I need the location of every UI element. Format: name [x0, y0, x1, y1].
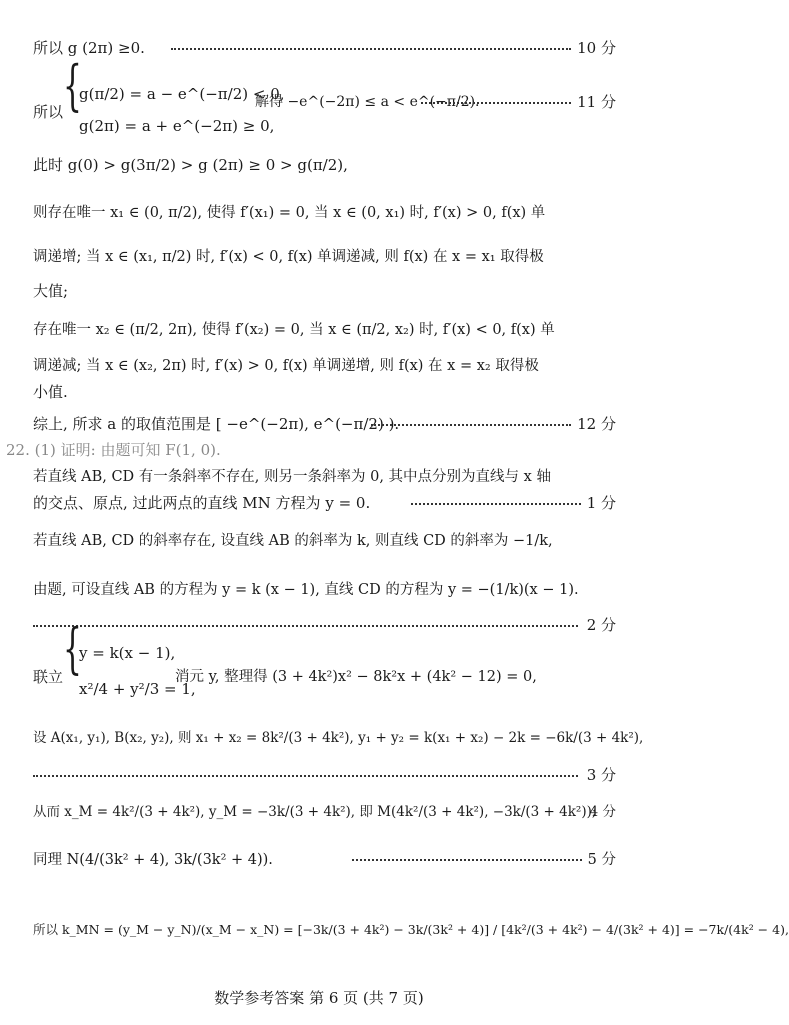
line-11: 22. (1) 证明: 由题可知 F(1, 0). — [6, 441, 221, 459]
line-13: 的交点、原点, 过此两点的直线 MN 方程为 y = 0. 1 分 — [33, 494, 616, 512]
system-bottom: x²/4 + y²/3 = 1, — [79, 680, 196, 698]
system-top: y = k(x − 1), — [79, 644, 176, 662]
leader-dots — [411, 503, 581, 505]
line-20: 从而 x_M = 4k²/(3 + 4k²), y_M = −3k/(3 + 4k²), 即 M(4k²/(3 + 4k²), −3k/(3 + 4k²)); 4 分 — [33, 804, 616, 820]
score-3: 3 分 — [586, 766, 616, 784]
score-2: 2 分 — [586, 616, 616, 634]
line-17-tail: 消元 y, 整理得 (3 + 4k²)x² − 8k²x + (4k² − 12) = 0, — [175, 669, 537, 685]
line-1 — [33, 38, 616, 58]
line-9: 小值. — [33, 383, 68, 401]
line-4: 则存在唯一 x₁ ∈ (0, π/2), 使得 f′(x₁) = 0, 当 x ∈ (0, x₁) 时, f′(x) > 0, f(x) 单 — [33, 205, 546, 221]
line-1-text: 所以 g (2π) ≥0. — [33, 39, 145, 57]
line-5: 调递增; 当 x ∈ (x₁, π/2) 时, f′(x) < 0, f(x) 单调递减, 则 f(x) 在 x = x₁ 取得极 — [33, 249, 544, 265]
system-bottom: g(2π) = a + e^(−2π) ≥ 0, — [79, 117, 275, 135]
line-2-prefix: 所以 — [33, 103, 64, 121]
line-10: 综上, 所求 a 的取值范围是 [ −e^(−2π), e^(−π/2) ). 12 分 — [33, 415, 616, 433]
brace-symbol: { — [63, 617, 82, 680]
line-22: 所以 k_MN = (y_M − y_N)/(x_M − x_N) = [−3k/(3 + 4k²) − 3k/(3k² + 4)] / [4k²/(3 + 4k²) − 4/(3k² + 4)] = −7k/(4k² − 4), — [33, 922, 789, 937]
score-10: 10 分 — [577, 39, 616, 57]
line-3: 此时 g(0) > g(3π/2) > g (2π) ≥ 0 > g(π/2), — [33, 156, 348, 174]
leader-dots — [33, 625, 578, 627]
leader-dots — [421, 102, 571, 104]
line-2-system — [33, 54, 616, 138]
line-17-prefix: 联立 — [33, 668, 64, 686]
page-footer: 数学参考答案 第 6 页 (共 7 页) — [214, 989, 424, 1007]
line-12: 若直线 AB, CD 有一条斜率不存在, 则另一条斜率为 0, 其中点分别为直线与 x 轴 — [33, 469, 551, 485]
score-1: 1 分 — [586, 494, 616, 512]
score-12: 12 分 — [577, 415, 616, 433]
line-8: 调递减; 当 x ∈ (x₂, 2π) 时, f′(x) > 0, f(x) 单调递增, 则 f(x) 在 x = x₂ 取得极 — [33, 358, 539, 374]
score-5: 5 分 — [587, 852, 616, 868]
score-11: 11 分 — [577, 93, 616, 111]
line-16 — [33, 615, 616, 635]
leader-dots — [352, 859, 582, 861]
line-19 — [33, 765, 616, 785]
line-18: 设 A(x₁, y₁), B(x₂, y₂), 则 x₁ + x₂ = 8k²/(3 + 4k²), y₁ + y₂ = k(x₁ + x₂) − 2k = −6k/(3 + 4k²), — [33, 730, 644, 746]
brace-symbol: { — [63, 54, 82, 117]
line-14: 若直线 AB, CD 的斜率存在, 设直线 AB 的斜率为 k, 则直线 CD 的斜率为 −1/k, — [33, 533, 553, 549]
line-21: 同理 N(4/(3k² + 4), 3k/(3k² + 4)). 5 分 — [33, 852, 616, 868]
line-6: 大值; — [33, 282, 69, 300]
line-15: 由题, 可设直线 AB 的方程为 y = k (x − 1), 直线 CD 的方程为 y = −(1/k)(x − 1). — [33, 582, 579, 598]
score-4: 4 分 — [589, 804, 616, 820]
line-2-solve: 解得 −e^(−2π) ≤ a < e^(−π/2). — [255, 94, 480, 110]
leader-dots — [371, 424, 571, 426]
leader-dots — [33, 775, 578, 777]
line-7: 存在唯一 x₂ ∈ (π/2, 2π), 使得 f′(x₂) = 0, 当 x ∈ (π/2, x₂) 时, f′(x) < 0, f(x) 单 — [33, 322, 555, 338]
leader-dots — [171, 48, 571, 50]
system-top: g(π/2) = a − e^(−π/2) < 0, — [79, 85, 285, 103]
